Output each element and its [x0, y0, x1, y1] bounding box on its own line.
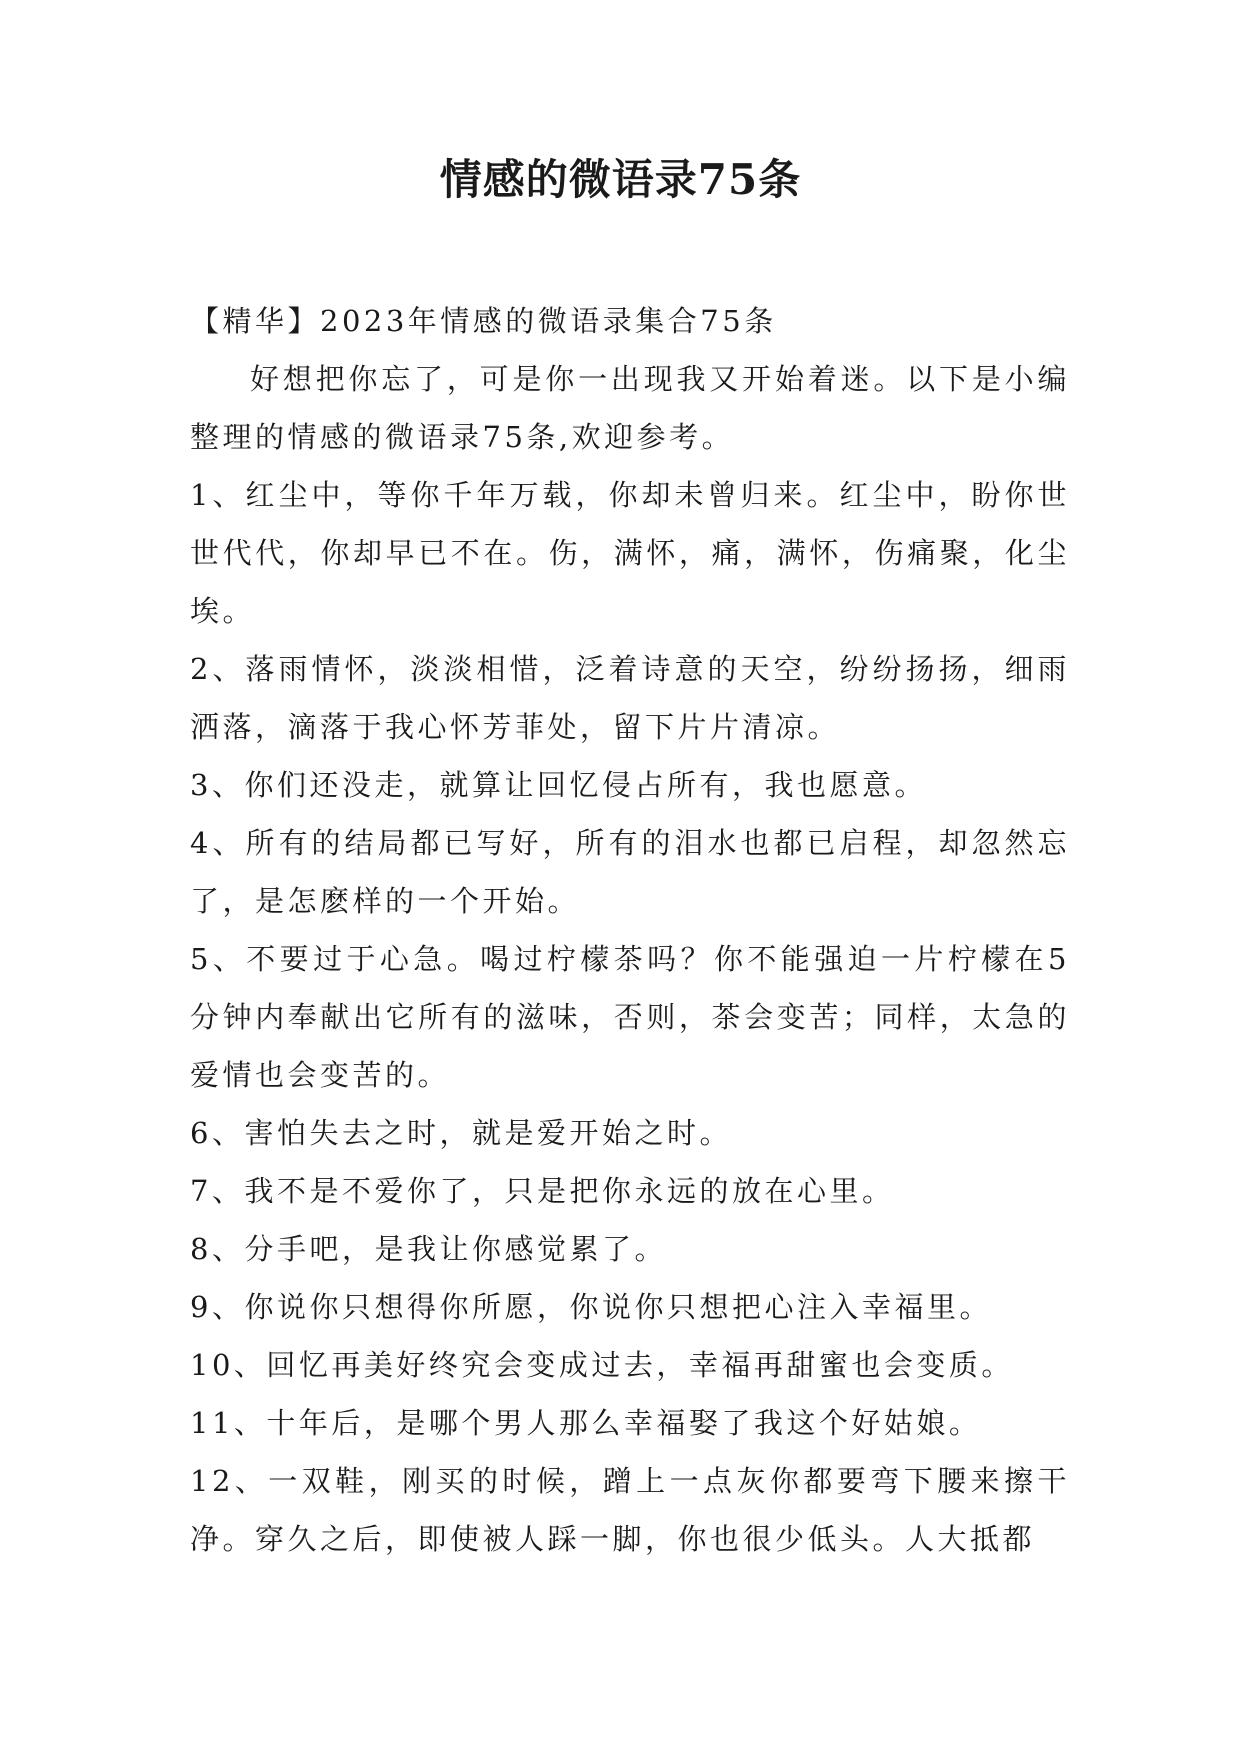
- list-item: 12、一双鞋，刚买的时候，蹭上一点灰你都要弯下腰来擦干净。穿久之后，即使被人踩一脚，你也很少低头。人大抵都: [190, 1464, 1070, 1556]
- list-item: 2、落雨情怀，淡淡相惜，泛着诗意的天空，纷纷扬扬，细雨洒落，滴落于我心怀芳菲处，留下片片清凉。: [190, 652, 1070, 744]
- list-item: 3、你们还没走，就算让回忆侵占所有，我也愿意。: [190, 768, 927, 802]
- list-item: 8、分手吧，是我让你感觉累了。: [190, 1232, 667, 1266]
- document-title: 情感的微语录75条: [439, 155, 802, 204]
- list-item: 5、不要过于心急。喝过柠檬茶吗？你不能强迫一片柠檬在5分钟内奉献出它所有的滋味，否则，茶会变苦；同样，太急的爱情也会变苦的。: [190, 942, 1070, 1092]
- list-item: 9、你说你只想得你所愿，你说你只想把心注入幸福里。: [190, 1290, 992, 1324]
- list-item: 1、红尘中，等你千年万载，你却未曾归来。红尘中，盼你世世代代，你却早已不在。伤，满怀，痛，满怀，伤痛聚，化尘埃。: [190, 478, 1070, 628]
- list-item: 10、回忆再美好终究会变成过去，幸福再甜蜜也会变质。: [190, 1348, 1014, 1382]
- document-body: [190, 292, 1070, 1568]
- list-item: 11、十年后，是哪个男人那么幸福娶了我这个好姑娘。: [190, 1406, 982, 1440]
- list-item: 6、害怕失去之时，就是爱开始之时。: [190, 1116, 732, 1150]
- list-item: 7、我不是不爱你了，只是把你永远的放在心里。: [190, 1174, 895, 1208]
- list-item: 4、所有的结局都已写好，所有的泪水也都已启程，却忽然忘了，是怎麽样的一个开始。: [190, 826, 1070, 918]
- intro-paragraph: 好想把你忘了，可是你一出现我又开始着迷。以下是小编整理的情感的微语录75条,欢迎参考。: [190, 362, 1070, 454]
- document-subtitle: 【精华】2023年情感的微语录集合75条: [190, 304, 777, 338]
